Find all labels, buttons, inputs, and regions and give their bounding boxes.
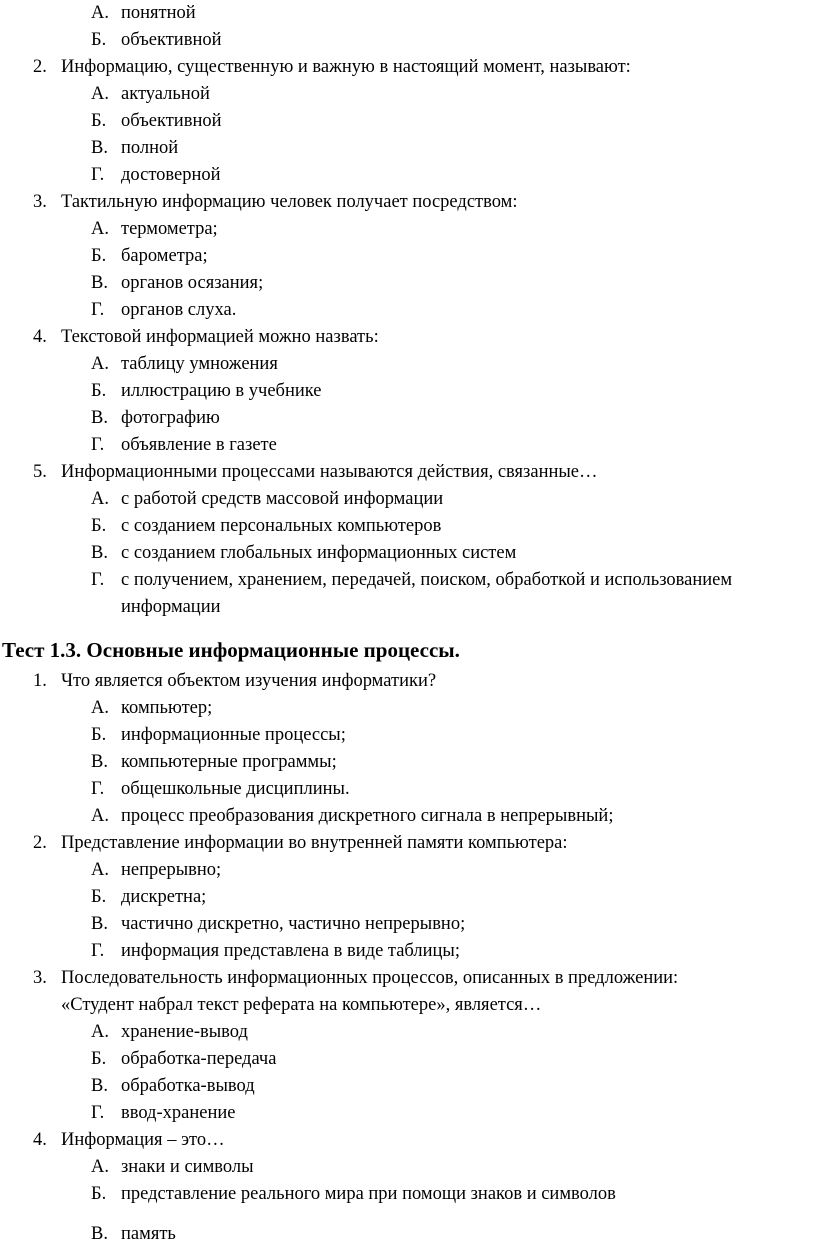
option-letter: В. (91, 914, 108, 934)
question-text: Что является объектом изучения информатики? (61, 671, 437, 691)
option-text: органов слуха. (121, 300, 237, 320)
option-letter: А. (91, 860, 109, 880)
option-text: информация представлена в виде таблицы; (121, 941, 460, 961)
question-text-continued: «Студент набрал текст реферата на компьютере», является… (61, 995, 542, 1015)
option-letter: Г. (91, 1103, 105, 1123)
option-text: общешкольные дисциплины. (121, 779, 350, 799)
option-letter: А. (91, 84, 109, 104)
question-text: Последовательность информационных процессов, описанных в предложении: (61, 968, 679, 988)
option-letter: В. (91, 752, 108, 772)
option-letter: Б. (91, 381, 107, 401)
question-text: Информация – это… (61, 1130, 225, 1150)
option-text: обработка-вывод (121, 1076, 255, 1096)
option-text: компьютерные программы; (121, 752, 337, 772)
option-text: объективной (121, 30, 222, 50)
option-text: с созданием глобальных информационных систем (121, 543, 517, 563)
option-letter: Б. (91, 246, 107, 266)
question-text: Тактильную информацию человек получает посредством: (61, 192, 518, 212)
option-text: хранение-вывод (121, 1022, 248, 1042)
option-text-continued: информации (121, 597, 221, 617)
option-letter: Г. (91, 300, 105, 320)
option-letter: Б. (91, 30, 107, 50)
option-text: знаки и символы (121, 1157, 254, 1177)
option-letter: А. (91, 219, 109, 239)
option-letter: Г. (91, 165, 105, 185)
question-number: 3. (33, 192, 47, 212)
option-text: объявление в газете (121, 435, 277, 455)
option-letter: А. (91, 1157, 109, 1177)
question-number: 4. (33, 1130, 47, 1150)
option-text: иллюстрацию в учебнике (121, 381, 322, 401)
option-letter: Г. (91, 779, 105, 799)
option-text: объективной (121, 111, 222, 131)
option-letter: А. (91, 806, 109, 826)
option-letter: Б. (91, 111, 107, 131)
question-number: 2. (33, 833, 47, 853)
option-letter: В. (91, 543, 108, 563)
option-letter: В. (91, 1076, 108, 1096)
option-text: память (121, 1224, 176, 1244)
question-text: Текстовой информацией можно назвать: (61, 327, 379, 347)
option-text: барометра; (121, 246, 208, 266)
section-title: Тест 1.3. Основные информационные процессы. (2, 638, 460, 662)
option-letter: А. (91, 354, 109, 374)
option-text: ввод-хранение (121, 1103, 236, 1123)
question-text: Информационными процессами называются действия, связанные… (61, 462, 598, 482)
option-letter: Б. (91, 1184, 107, 1204)
question-number: 2. (33, 57, 47, 77)
option-text: полной (121, 138, 179, 158)
option-letter: А. (91, 698, 109, 718)
option-text: понятной (121, 3, 196, 23)
option-letter: Б. (91, 725, 107, 745)
option-text: дискретна; (121, 887, 207, 907)
question-text: Представление информации во внутренней памяти компьютера: (61, 833, 568, 853)
option-letter: А. (91, 3, 109, 23)
question-number: 3. (33, 968, 47, 988)
option-text: компьютер; (121, 698, 213, 718)
option-text: достоверной (121, 165, 221, 185)
option-text: фотографию (121, 408, 220, 428)
question-number: 1. (33, 671, 47, 691)
option-text: с получением, хранением, передачей, поиском, обработкой и использованием (121, 570, 733, 590)
option-letter: Б. (91, 1049, 107, 1069)
option-text: органов осязания; (121, 273, 264, 293)
question-number: 4. (33, 327, 47, 347)
option-text: обработка-передача (121, 1049, 277, 1069)
option-letter: А. (91, 489, 109, 509)
option-text: термометра; (121, 219, 218, 239)
option-letter: В. (91, 408, 108, 428)
option-letter: Г. (91, 570, 105, 590)
option-text: частично дискретно, частично непрерывно; (121, 914, 466, 934)
option-text: актуальной (121, 84, 210, 104)
option-letter: В. (91, 138, 108, 158)
option-text: таблицу умножения (121, 354, 278, 374)
question-text: Информацию, существенную и важную в настоящий момент, называют: (61, 57, 631, 77)
option-letter: Б. (91, 887, 107, 907)
option-text: непрерывно; (121, 860, 222, 880)
option-text: с созданием персональных компьютеров (121, 516, 442, 536)
option-text: с работой средств массовой информации (121, 489, 444, 509)
option-text: процесс преобразования дискретного сигнала в непрерывный; (121, 806, 614, 826)
option-letter: Г. (91, 941, 105, 961)
question-number: 5. (33, 462, 47, 482)
option-letter: А. (91, 1022, 109, 1042)
option-text: информационные процессы; (121, 725, 346, 745)
option-letter: В. (91, 273, 108, 293)
option-letter: Б. (91, 516, 107, 536)
option-text: представление реального мира при помощи знаков и символов (121, 1184, 616, 1204)
option-letter: В. (91, 1224, 108, 1244)
option-letter: Г. (91, 435, 105, 455)
